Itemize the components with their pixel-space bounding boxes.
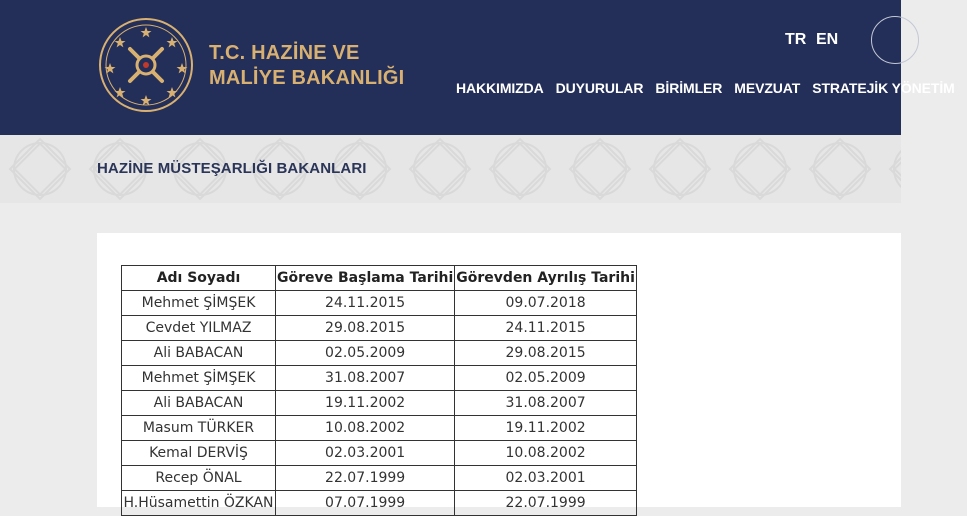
- main-nav: [456, 80, 967, 96]
- cell-end-date: 09.07.2018: [455, 291, 637, 316]
- logo-line-1: T.C. HAZİNE VE: [209, 42, 360, 64]
- cell-name: Ali BABACAN: [122, 341, 276, 366]
- language-en-link[interactable]: EN: [816, 31, 839, 48]
- table-row: [122, 466, 637, 491]
- table-row: [122, 441, 637, 466]
- cell-end-date: 19.11.2002: [455, 416, 637, 441]
- cell-name: Kemal DERVİŞ: [122, 441, 276, 466]
- cell-start-date: 10.08.2002: [276, 416, 455, 441]
- cell-start-date: 02.03.2001: [276, 441, 455, 466]
- cell-start-date: 19.11.2002: [276, 391, 455, 416]
- cell-end-date: 02.03.2001: [455, 466, 637, 491]
- ministry-emblem-icon[interactable]: [98, 17, 194, 113]
- column-header-end-date: Görevden Ayrılış Tarihi: [455, 266, 637, 291]
- table-row: [122, 391, 637, 416]
- table-header-row: [122, 266, 637, 291]
- cell-start-date: 07.07.1999: [276, 491, 455, 516]
- cell-start-date: 31.08.2007: [276, 366, 455, 391]
- cell-start-date: 29.08.2015: [276, 316, 455, 341]
- cell-end-date: 29.08.2015: [455, 341, 637, 366]
- nav-item-duyurular[interactable]: DUYURULAR: [555, 80, 644, 96]
- column-header-name: Adı Soyadı: [122, 266, 276, 291]
- cell-name: Ali BABACAN: [122, 391, 276, 416]
- cell-name: Mehmet ŞİMŞEK: [122, 291, 276, 316]
- nav-item-birimler[interactable]: BİRİMLER: [655, 80, 723, 96]
- site-header: [0, 0, 955, 135]
- ministers-table: [121, 265, 637, 516]
- column-header-start-date: Göreve Başlama Tarihi: [276, 266, 455, 291]
- cell-name: Recep ÖNAL: [122, 466, 276, 491]
- nav-item-mevzuat[interactable]: MEVZUAT: [734, 80, 801, 96]
- nav-item-stratejik-yonetim[interactable]: STRATEJİK YÖNETİM: [812, 80, 955, 96]
- table-row: [122, 416, 637, 441]
- table-row: [122, 316, 637, 341]
- table-row: [122, 341, 637, 366]
- search-button[interactable]: [871, 16, 919, 64]
- table-row: [122, 366, 637, 391]
- cell-start-date: 24.11.2015: [276, 291, 455, 316]
- cell-name: H.Hüsamettin ÖZKAN: [122, 491, 276, 516]
- cell-end-date: 22.07.1999: [455, 491, 637, 516]
- table-row: [122, 291, 637, 316]
- language-tr-link[interactable]: TR: [785, 31, 807, 48]
- logo-line-2: MALİYE BAKANLIĞI: [209, 67, 405, 89]
- nav-item-hakkimizda[interactable]: HAKKIMIZDA: [456, 80, 544, 96]
- cell-name: Masum TÜRKER: [122, 416, 276, 441]
- cell-name: Cevdet YILMAZ: [122, 316, 276, 341]
- cell-end-date: 31.08.2007: [455, 391, 637, 416]
- ministry-logo-text[interactable]: [209, 41, 404, 91]
- cell-end-date: 10.08.2002: [455, 441, 637, 466]
- cell-end-date: 24.11.2015: [455, 316, 637, 341]
- table-row: [122, 491, 637, 516]
- cell-start-date: 22.07.1999: [276, 466, 455, 491]
- cell-name: Mehmet ŞİMŞEK: [122, 366, 276, 391]
- page-title: HAZİNE MÜSTEŞARLIĞI BAKANLARI: [97, 160, 367, 177]
- cell-end-date: 02.05.2009: [455, 366, 637, 391]
- cell-start-date: 02.05.2009: [276, 341, 455, 366]
